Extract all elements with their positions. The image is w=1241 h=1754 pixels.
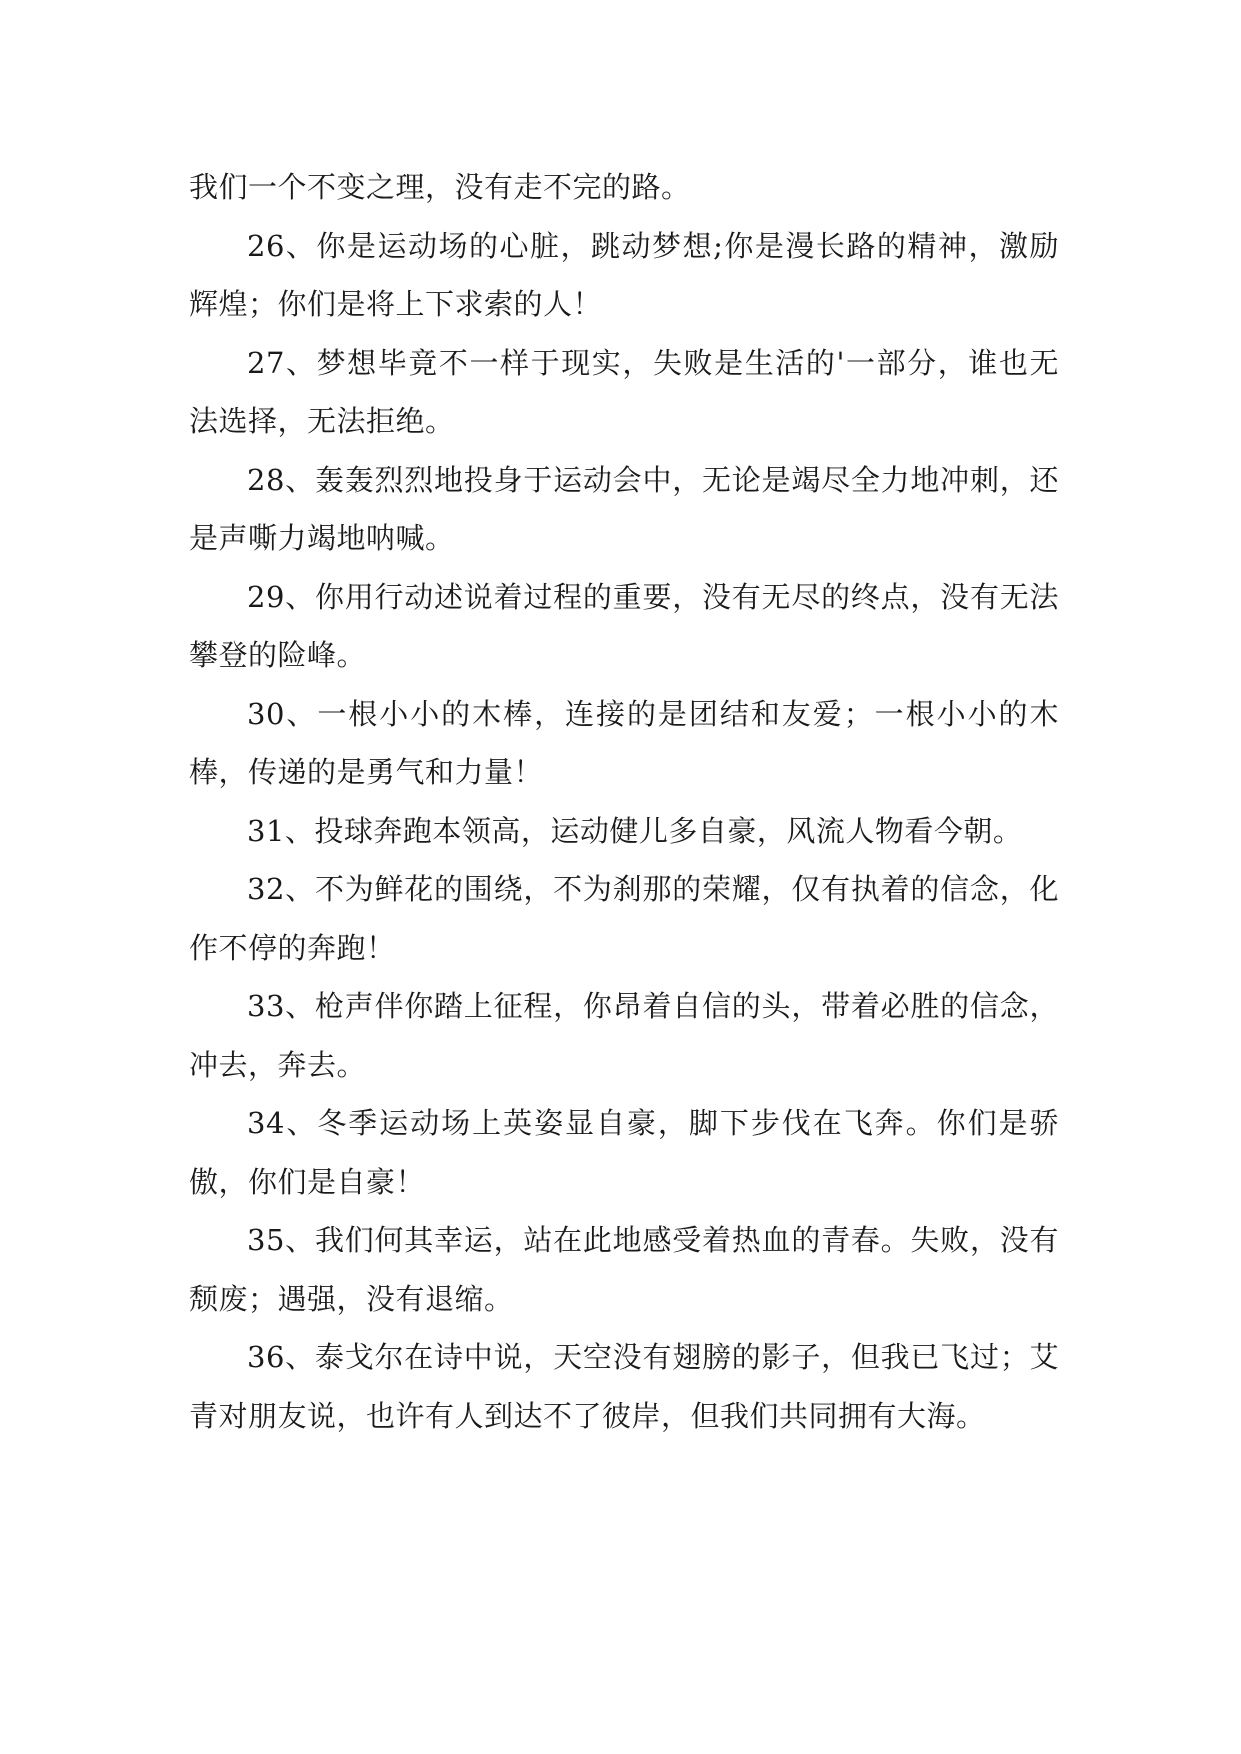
document-body bbox=[189, 158, 1059, 1445]
paragraph-34: 34、冬季运动场上英姿显自豪，脚下步伐在飞奔。你们是骄傲，你们是自豪！ bbox=[189, 1106, 1059, 1199]
paragraph-35: 35、我们何其幸运，站在此地感受着热血的青春。失败，没有颓废；遇强，没有退缩。 bbox=[189, 1223, 1059, 1316]
paragraph-26: 26、你是运动场的心脏，跳动梦想;你是漫长路的精神，激励辉煌；你们是将上下求索的人！ bbox=[189, 228, 1059, 321]
paragraph-31: 31、投球奔跑本领高，运动健儿多自豪，风流人物看今朝。 bbox=[247, 813, 1023, 848]
paragraph-27: 27、梦想毕竟不一样于现实，失败是生活的'一部分，谁也无法选择，无法拒绝。 bbox=[189, 345, 1059, 438]
paragraph-33: 33、枪声伴你踏上征程，你昂着自信的头，带着必胜的信念，冲去，奔去。 bbox=[189, 989, 1059, 1082]
paragraph-28: 28、轰轰烈烈地投身于运动会中，无论是竭尽全力地冲刺，还是声嘶力竭地呐喊。 bbox=[189, 462, 1059, 555]
paragraph-32: 32、不为鲜花的围绕，不为刹那的荣耀，仅有执着的信念，化作不停的奔跑！ bbox=[189, 872, 1059, 965]
paragraph-continuation: 我们一个不变之理，没有走不完的路。 bbox=[189, 170, 691, 204]
paragraph-29: 29、你用行动述说着过程的重要，没有无尽的终点，没有无法攀登的险峰。 bbox=[189, 579, 1059, 672]
paragraph-36: 36、泰戈尔在诗中说，天空没有翅膀的影子，但我已飞过；艾青对朋友说，也许有人到达不了彼岸，但我们共同拥有大海。 bbox=[189, 1340, 1059, 1433]
paragraph-30: 30、一根小小的木棒，连接的是团结和友爱；一根小小的木棒，传递的是勇气和力量！ bbox=[189, 696, 1059, 789]
